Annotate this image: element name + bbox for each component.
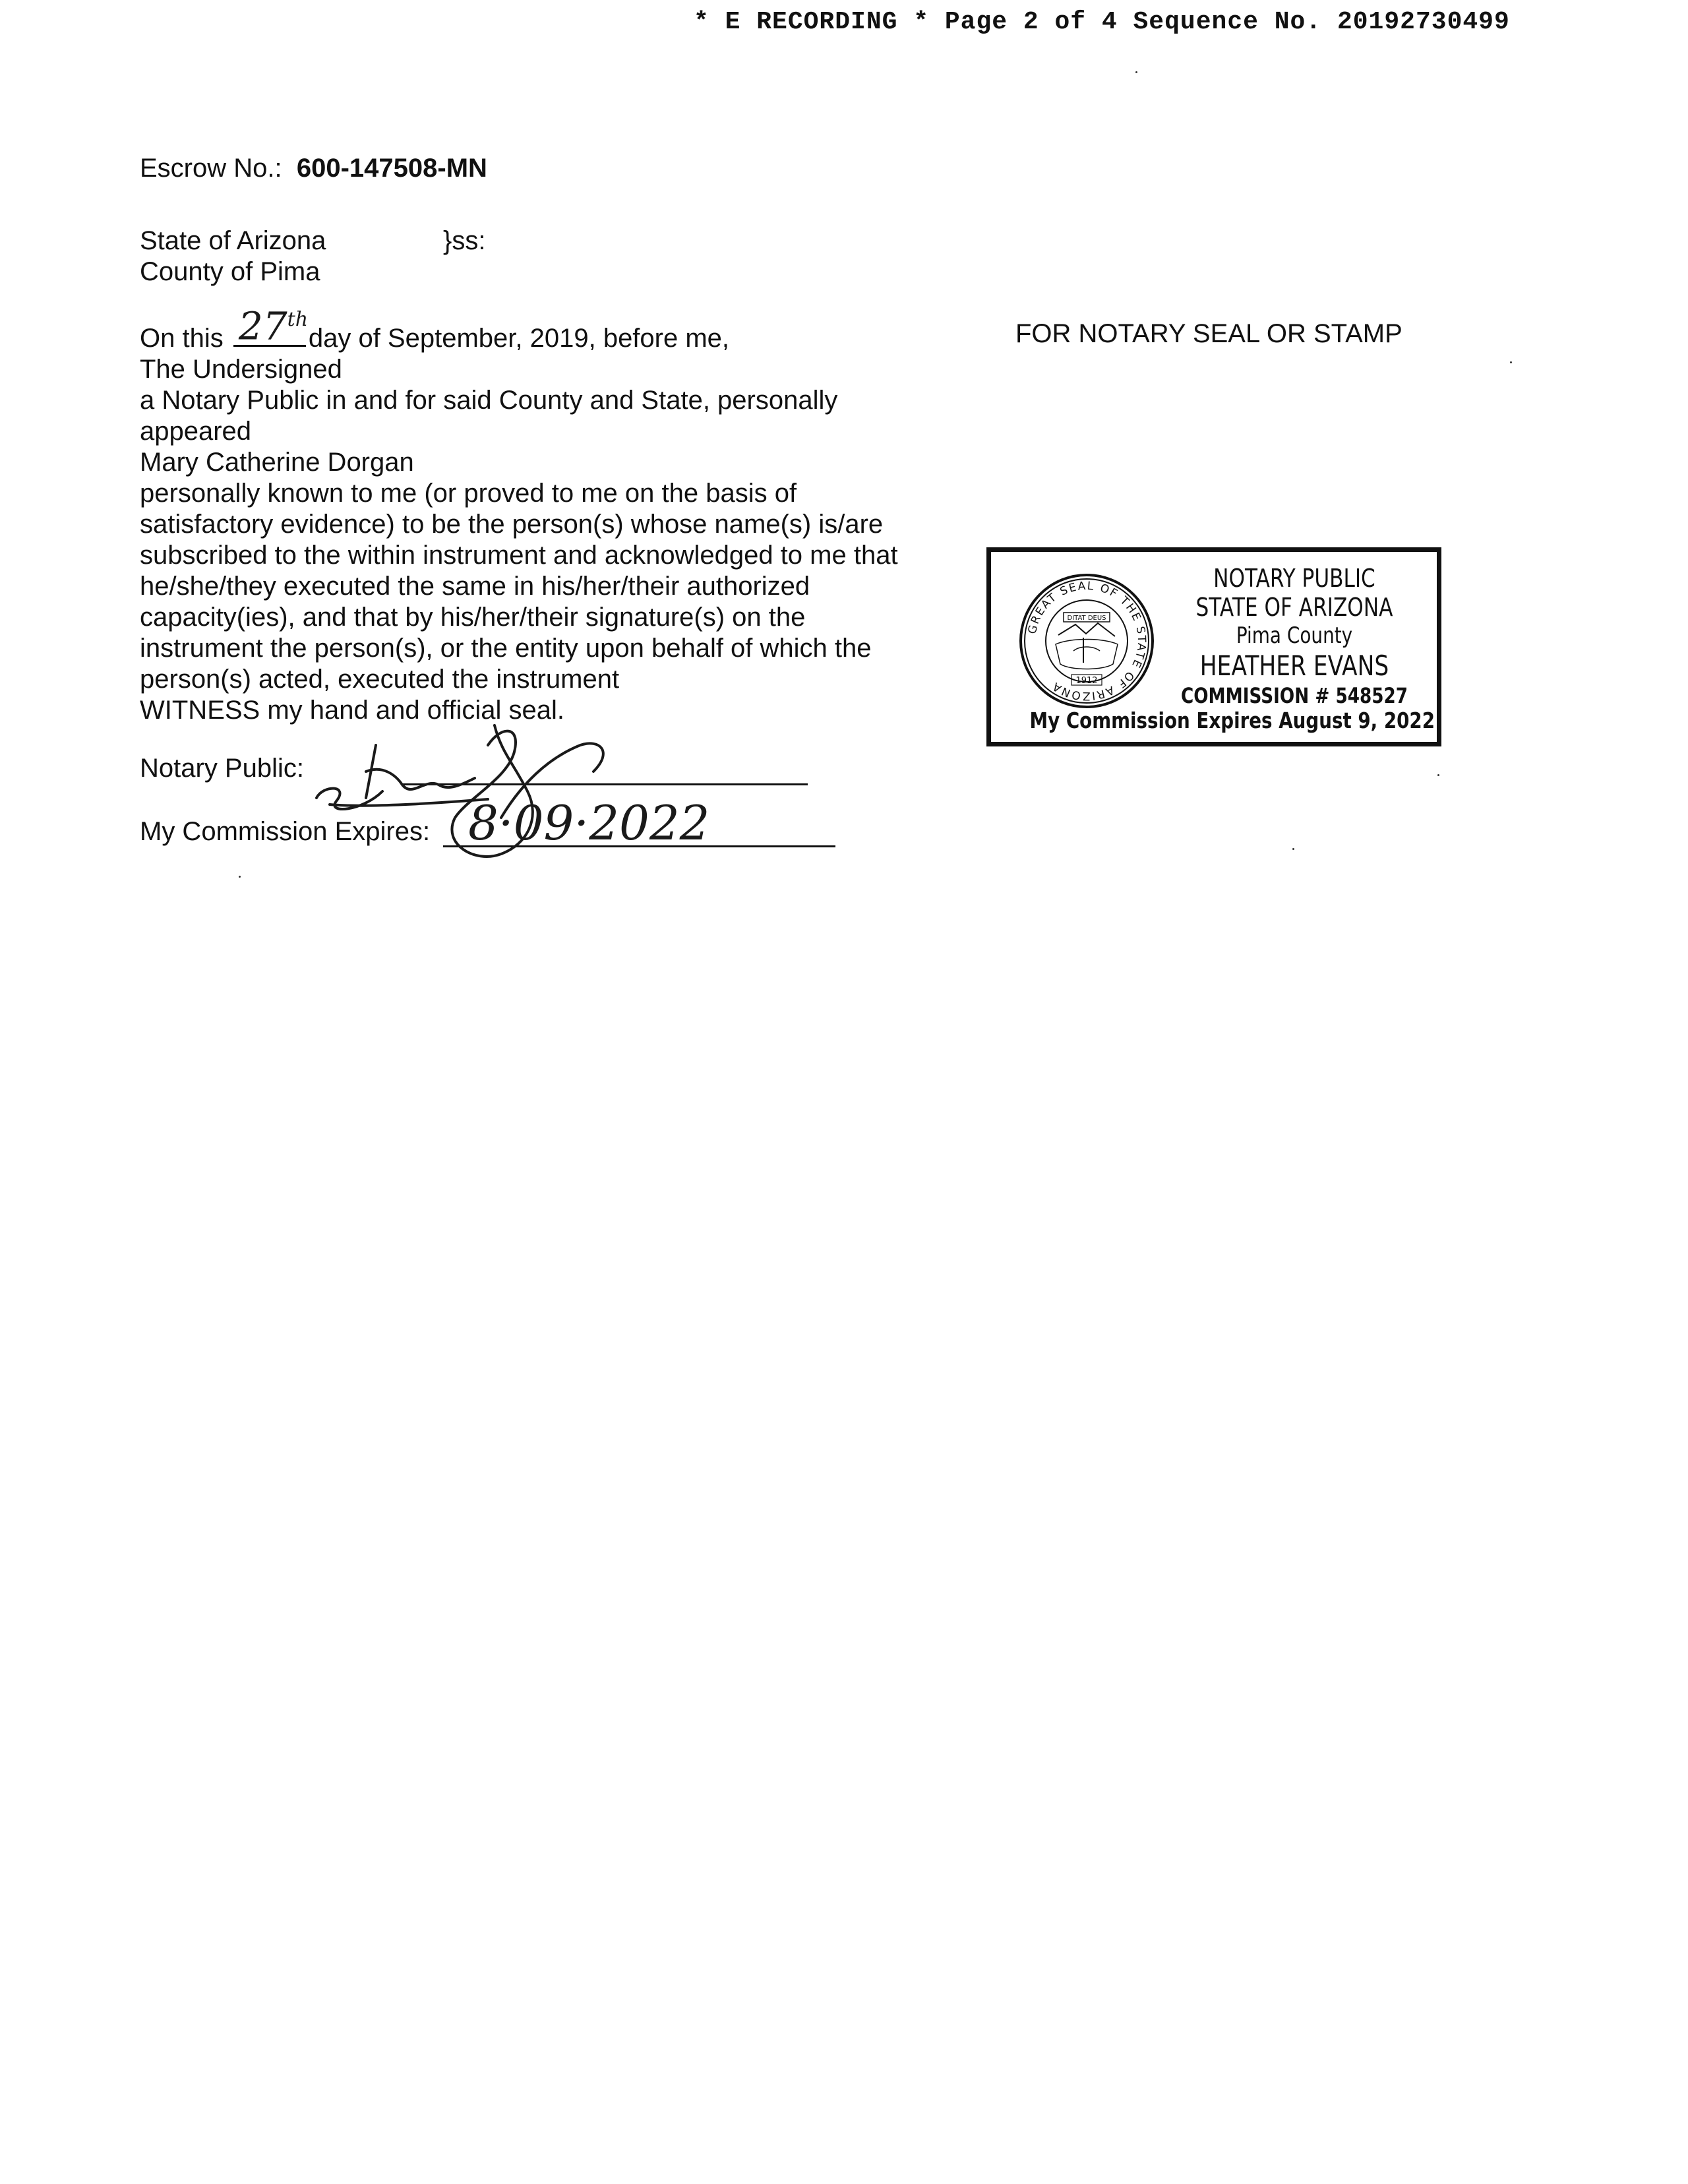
acknowledgment-first-line (140, 303, 898, 354)
stamp-line-commission: COMMISSION # 548527 (1180, 683, 1408, 708)
day-handwritten: 27th (238, 303, 309, 348)
acknowledgment-line: The Undersigned (140, 355, 342, 384)
scan-speck (1292, 848, 1294, 850)
stamp-line-county: Pima County (1236, 622, 1353, 649)
stamp-line-state: STATE OF ARIZONA (1195, 593, 1393, 622)
escrow-number (140, 153, 487, 184)
notary-stamp (986, 547, 1441, 746)
seal-motto: DITAT DEUS (1067, 615, 1106, 622)
acknowledgment-body (140, 303, 898, 726)
day-field (233, 303, 309, 348)
acknowledgment-line: Mary Catherine Dorgan (140, 448, 414, 477)
acknowledgment-line: personally known to me (or proved to me on the basis of (140, 479, 797, 508)
acknowledgment-line: capacity(ies), and that by his/her/their signature(s) on the (140, 603, 806, 632)
acknowledgment-line: satisfactory evidence) to be the person(s) whose name(s) is/are (140, 510, 884, 539)
recording-header: * E RECORDING * Page 2 of 4 Sequence No. 20192730499 (694, 8, 1510, 36)
acknowledgment-line: he/she/they executed the same in his/her/their authorized (140, 572, 810, 601)
after-day-text: day of September, 2019, before me, (308, 324, 730, 353)
acknowledgment-line: subscribed to the within instrument and acknowledged to me that (140, 541, 898, 570)
stamp-text-block (1156, 564, 1433, 709)
venue-ss: }ss: (443, 226, 486, 255)
seal-year: 1912 (1075, 676, 1098, 686)
acknowledgment-line: WITNESS my hand and official seal. (140, 696, 564, 725)
acknowledgment-line: appeared (140, 417, 252, 446)
stamp-commission-expires: My Commission Expires August 9, 2022 (1029, 708, 1435, 733)
acknowledgment-line: instrument the person(s), or the entity upon behalf of which the (140, 634, 872, 663)
commission-expires-label: My Commission Expires: (140, 817, 431, 846)
escrow-value: 600-147508-MN (296, 154, 487, 183)
notary-seal-label: FOR NOTARY SEAL OR STAMP (1015, 319, 1402, 348)
scan-speck (1437, 774, 1439, 776)
scan-speck (1135, 71, 1137, 73)
scan-speck (1510, 361, 1512, 363)
on-this-text: On this (140, 324, 224, 353)
escrow-label: Escrow No.: (140, 154, 282, 183)
notary-signature (303, 686, 646, 870)
arizona-state-seal-icon (1017, 572, 1156, 710)
notary-public-label: Notary Public: (140, 754, 304, 783)
acknowledgment-line: a Notary Public in and for said County and State, personally (140, 386, 838, 415)
stamp-line-notary-public: NOTARY PUBLIC (1213, 564, 1375, 593)
day-suffix: th (287, 307, 309, 331)
venue-state: State of Arizona (140, 226, 326, 255)
venue-county: County of Pima (140, 257, 320, 286)
scan-speck (239, 876, 241, 878)
seal-ring-text: GREAT SEAL OF THE STATE OF ARIZONA (1025, 579, 1149, 703)
commission-expires-handwritten: 8·09·2022 (468, 795, 710, 851)
acknowledgment-line: person(s) acted, executed the instrument (140, 665, 620, 694)
stamp-line-notary-name: HEATHER EVANS (1199, 650, 1389, 682)
